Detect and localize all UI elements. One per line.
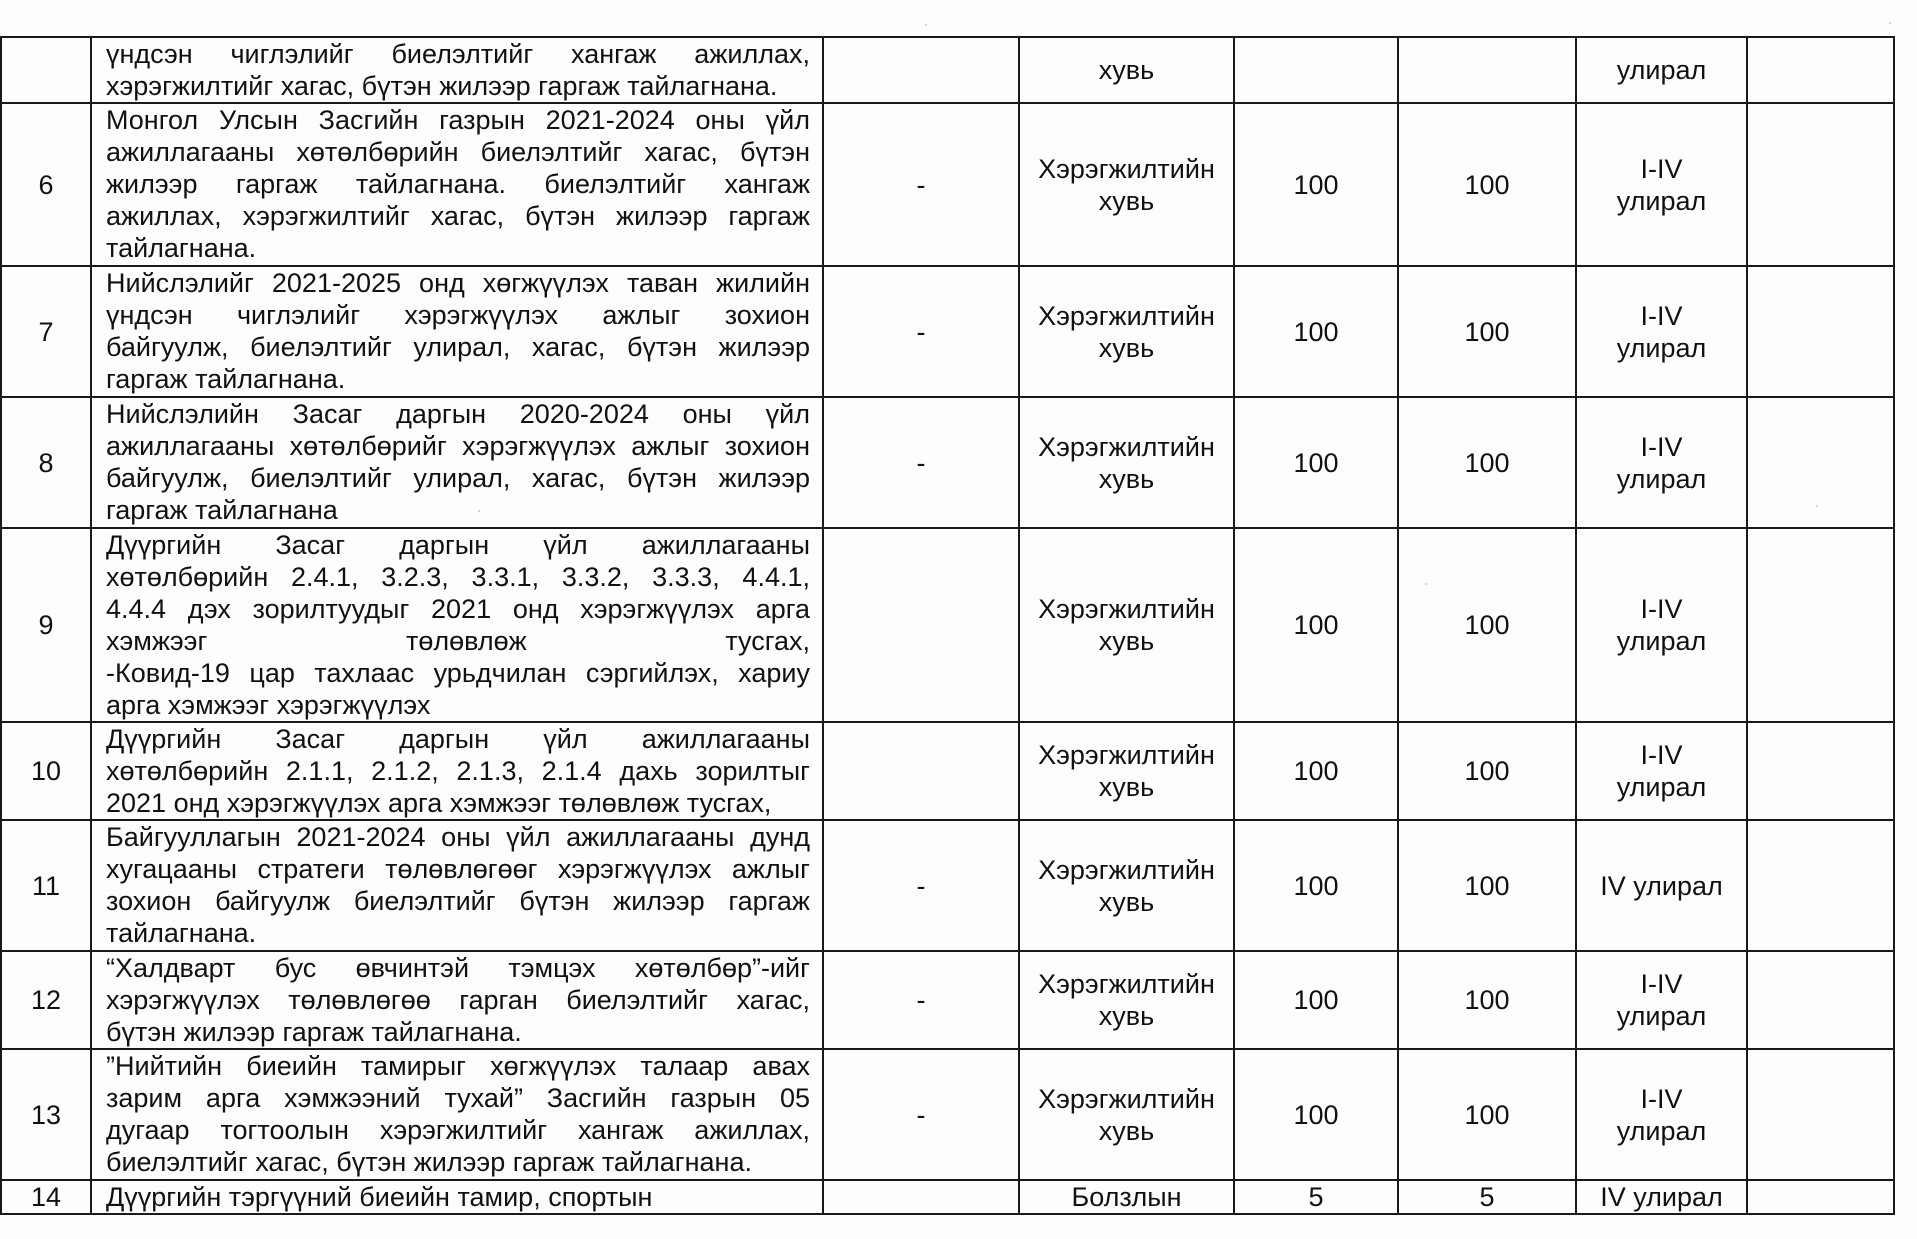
task-description-line: тайлагнана. <box>106 918 257 948</box>
reference-cell <box>823 722 1019 820</box>
term-cell <box>1576 266 1747 397</box>
term-line: улирал <box>1616 1115 1707 1146</box>
row-number-cell <box>1 266 91 397</box>
task-description-line: бүтэн жилээр гаргаж тайлагнана. <box>106 1017 522 1047</box>
indicator-line: хувь <box>1098 626 1155 656</box>
table-row <box>1 1180 1894 1214</box>
task-description-line: байгуулж, биелэлтийг улирал, хагас, бүтэн жилээр <box>106 332 810 362</box>
target-value: 5 <box>1479 1182 1495 1212</box>
task-description-line: хөтөлбөрийн 2.1.1, 2.1.2, 2.1.3, 2.1.4 дахь зорилтыг <box>106 756 810 786</box>
term-line: I-IV <box>1640 431 1683 462</box>
term-line: улирал <box>1616 332 1707 363</box>
term-line: улирал <box>1616 463 1707 494</box>
task-description-line: Дүүргийн Засаг даргын үйл ажиллагааны <box>106 724 810 754</box>
term-line: I-IV <box>1640 153 1683 184</box>
indicator-line: хувь <box>1098 332 1155 363</box>
task-description-line: хугацааны стратеги төлөвлөгөөг хэрэгжүүлэх ажлыг <box>106 854 810 884</box>
term-cell <box>1576 951 1747 1049</box>
reference-cell <box>823 266 1019 397</box>
task-description-line: хэмжээг төлөвлөж тусгах, <box>106 626 810 656</box>
indicator-line: Хэрэгжилтийн <box>1038 431 1215 462</box>
target-value: 100 <box>1464 316 1510 347</box>
table-row <box>1 951 1894 1049</box>
reference-cell <box>823 1049 1019 1180</box>
baseline-value: 5 <box>1308 1182 1324 1212</box>
row-number-cell <box>1 820 91 951</box>
task-description-line: гаргаж тайлагнана. <box>106 364 346 394</box>
task-description-line: Монгол Улсын Засгийн газрын 2021-2024 оны үйл <box>106 105 810 135</box>
target-cell <box>1398 1180 1576 1214</box>
baseline-cell <box>1234 951 1398 1049</box>
row-number: 13 <box>30 1099 62 1130</box>
table-row <box>1 1049 1894 1180</box>
baseline-cell <box>1234 1180 1398 1214</box>
indicator-cell <box>1019 951 1234 1049</box>
notes-cell <box>1747 1049 1894 1180</box>
reference-value: - <box>916 1099 926 1130</box>
task-description-line: гаргаж тайлагнана <box>106 495 338 525</box>
table-row <box>1 397 1894 528</box>
scan-speck <box>925 24 927 26</box>
task-description-line: Нийслэлийг 2021-2025 онд хөгжүүлэх таван жилийн <box>106 268 810 298</box>
baseline-cell <box>1234 528 1398 722</box>
baseline-cell <box>1234 722 1398 820</box>
notes-cell <box>1747 1180 1894 1214</box>
task-description-line: хөтөлбөрийн 2.4.1, 3.2.3, 3.3.1, 3.3.2, 3.3.3, 4.4.1, <box>106 562 810 592</box>
term-line: IV улирал <box>1600 1182 1723 1212</box>
term-line: I-IV <box>1640 1083 1683 1114</box>
indicator-line: Хэрэгжилтийн <box>1038 153 1215 184</box>
task-description-line: “Халдварт бус өвчинтэй тэмцэх хөтөлбөр”-ийг <box>106 953 810 983</box>
row-number: 7 <box>38 316 54 347</box>
term-cell <box>1576 528 1747 722</box>
term-cell <box>1576 1049 1747 1180</box>
indicator-line: хувь <box>1098 772 1155 802</box>
indicator-line: Болзлын <box>1071 1182 1182 1212</box>
reference-value: - <box>916 447 926 478</box>
indicator-cell <box>1019 397 1234 528</box>
term-line: I-IV <box>1640 300 1683 331</box>
target-cell <box>1398 103 1576 266</box>
baseline-cell <box>1234 103 1398 266</box>
scan-speck <box>1816 505 1818 507</box>
task-description-line: 4.4.4 дэх зорилтуудыг 2021 онд хэрэгжүүлэх арга <box>106 594 810 624</box>
task-description-cell <box>91 266 823 397</box>
task-description-line: 2021 онд хэрэгжүүлэх арга хэмжээг төлөвлөж тусгах, <box>106 788 772 818</box>
term-cell <box>1576 1180 1747 1214</box>
indicator-line: Хэрэгжилтийн <box>1038 854 1215 885</box>
task-description-line: ажиллагааны хөтөлбөрийн биелэлтийг хагас, бүтэн <box>106 137 810 167</box>
task-description-line: зохион байгуулж биелэлтийг бүтэн жилээр гаргаж <box>106 886 810 916</box>
plan-table <box>0 36 1895 1215</box>
notes-cell <box>1747 820 1894 951</box>
table-row <box>1 266 1894 397</box>
indicator-line: Хэрэгжилтийн <box>1038 1083 1215 1114</box>
indicator-line: хувь <box>1098 55 1155 85</box>
task-description-cell <box>91 37 823 103</box>
baseline-cell <box>1234 397 1398 528</box>
notes-cell <box>1747 951 1894 1049</box>
target-cell <box>1398 266 1576 397</box>
notes-cell <box>1747 528 1894 722</box>
task-description-line: Дүүргийн Засаг даргын үйл ажиллагааны <box>106 530 810 560</box>
task-description-cell <box>91 951 823 1049</box>
task-description-line: байгуулж, биелэлтийг улирал, хагас, бүтэн жилээр <box>106 463 810 493</box>
target-cell <box>1398 820 1576 951</box>
task-description-line: үндсэн чиглэлийг хэрэгжүүлэх ажлыг зохион <box>106 300 810 330</box>
target-cell <box>1398 528 1576 722</box>
table-row <box>1 722 1894 820</box>
task-description-line: ажиллагааны хөтөлбөрийг хэрэгжүүлэх ажлыг зохион <box>106 431 810 461</box>
target-cell <box>1398 37 1576 103</box>
baseline-value: 100 <box>1293 169 1339 200</box>
notes-cell <box>1747 37 1894 103</box>
term-line: улирал <box>1616 55 1707 85</box>
indicator-cell <box>1019 820 1234 951</box>
target-value: 100 <box>1464 870 1510 901</box>
row-number-cell <box>1 1180 91 1214</box>
baseline-value: 100 <box>1293 1099 1339 1130</box>
table-row <box>1 37 1894 103</box>
term-line: улирал <box>1616 185 1707 216</box>
baseline-value: 100 <box>1293 447 1339 478</box>
target-cell <box>1398 1049 1576 1180</box>
baseline-value: 100 <box>1293 985 1339 1015</box>
scan-speck <box>1425 583 1427 585</box>
task-description-line: Нийслэлийн Засаг даргын 2020-2024 оны үйл <box>106 399 810 429</box>
indicator-line: Хэрэгжилтийн <box>1038 969 1215 999</box>
term-cell <box>1576 820 1747 951</box>
indicator-line: хувь <box>1098 1001 1155 1031</box>
task-description-line: тайлагнана. <box>106 233 257 263</box>
plan-table-body <box>1 37 1894 1214</box>
row-number: 6 <box>38 169 54 200</box>
indicator-line: хувь <box>1098 463 1155 494</box>
baseline-value: 100 <box>1293 316 1339 347</box>
indicator-line: Хэрэгжилтийн <box>1038 594 1215 624</box>
row-number-cell <box>1 1049 91 1180</box>
term-cell <box>1576 37 1747 103</box>
indicator-cell <box>1019 722 1234 820</box>
row-number-cell <box>1 951 91 1049</box>
task-description-cell <box>91 722 823 820</box>
indicator-line: хувь <box>1098 185 1155 216</box>
task-description-cell <box>91 1049 823 1180</box>
reference-value: - <box>916 316 926 347</box>
baseline-cell <box>1234 820 1398 951</box>
target-value: 100 <box>1464 985 1510 1015</box>
baseline-value: 100 <box>1293 610 1339 640</box>
row-number-cell <box>1 528 91 722</box>
row-number: 10 <box>30 756 62 786</box>
indicator-cell <box>1019 1180 1234 1214</box>
reference-cell <box>823 528 1019 722</box>
row-number-cell <box>1 397 91 528</box>
target-cell <box>1398 722 1576 820</box>
term-cell <box>1576 397 1747 528</box>
task-description-line: Байгууллагын 2021-2024 оны үйл ажиллагааны дунд <box>106 822 810 852</box>
task-description-cell <box>91 103 823 266</box>
term-line: IV улирал <box>1600 870 1723 901</box>
baseline-cell <box>1234 37 1398 103</box>
table-row <box>1 820 1894 951</box>
scan-speck <box>1889 22 1891 24</box>
row-number: 14 <box>30 1182 62 1212</box>
task-description-line: жилээр гаргаж тайлагнана. биелэлтийг хангаж <box>106 169 810 199</box>
notes-cell <box>1747 722 1894 820</box>
reference-cell <box>823 103 1019 266</box>
indicator-line: хувь <box>1098 1115 1155 1146</box>
row-number: 8 <box>38 447 54 478</box>
row-number: 12 <box>30 985 62 1015</box>
term-line: улирал <box>1616 626 1707 656</box>
indicator-line: Хэрэгжилтийн <box>1038 300 1215 331</box>
baseline-cell <box>1234 1049 1398 1180</box>
notes-cell <box>1747 103 1894 266</box>
task-description-line: ”Нийтийн биеийн тамирыг хөгжүүлэх талаар авах <box>106 1051 810 1081</box>
task-description-line: зарим арга хэмжээний тухай” Засгийн газрын 05 <box>106 1083 810 1113</box>
term-line: улирал <box>1616 1001 1707 1031</box>
task-description-line: биелэлтийг хагас, бүтэн жилээр гаргаж тайлагнана. <box>106 1147 752 1177</box>
task-description-line: ажиллах, хэрэгжилтийг хагас, бүтэн жилээр гаргаж <box>106 201 810 231</box>
task-description-line: Дүүргийн тэргүүний биеийн тамир, спортын <box>106 1182 653 1212</box>
table-row <box>1 528 1894 722</box>
task-description-line: арга хэмжээг хэрэгжүүлэх <box>106 690 431 720</box>
term-line: улирал <box>1616 772 1707 802</box>
reference-cell <box>823 951 1019 1049</box>
reference-value: - <box>916 169 926 200</box>
term-line: I-IV <box>1640 740 1683 770</box>
reference-cell <box>823 1180 1019 1214</box>
term-cell <box>1576 722 1747 820</box>
target-value: 100 <box>1464 610 1510 640</box>
task-description-line: хэрэгжүүлэх төлөвлөгөө гарган биелэлтийг хагас, <box>106 985 810 1015</box>
reference-cell <box>823 397 1019 528</box>
baseline-value: 100 <box>1293 870 1339 901</box>
task-description-line: -Ковид-19 цар тахлаас урьдчилан сэргийлэх, хариу <box>106 658 810 688</box>
target-value: 100 <box>1464 169 1510 200</box>
notes-cell <box>1747 266 1894 397</box>
term-line: I-IV <box>1640 594 1683 624</box>
indicator-cell <box>1019 103 1234 266</box>
indicator-cell <box>1019 528 1234 722</box>
row-number-cell <box>1 103 91 266</box>
task-description-cell <box>91 528 823 722</box>
table-row <box>1 103 1894 266</box>
term-cell <box>1576 103 1747 266</box>
target-cell <box>1398 951 1576 1049</box>
row-number-cell <box>1 722 91 820</box>
reference-value: - <box>916 870 926 901</box>
indicator-line: Хэрэгжилтийн <box>1038 740 1215 770</box>
notes-cell <box>1747 397 1894 528</box>
task-description-line: дугаар тогтоолын хэрэгжилтийг хангаж ажиллах, <box>106 1115 810 1145</box>
target-cell <box>1398 397 1576 528</box>
target-value: 100 <box>1464 1099 1510 1130</box>
target-value: 100 <box>1464 756 1510 786</box>
row-number-cell <box>1 37 91 103</box>
indicator-cell <box>1019 37 1234 103</box>
task-description-cell <box>91 1180 823 1214</box>
row-number: 11 <box>31 870 61 901</box>
task-description-line: үндсэн чиглэлийг биелэлтийг хангаж ажиллах, <box>106 39 810 69</box>
reference-cell <box>823 820 1019 951</box>
indicator-cell <box>1019 266 1234 397</box>
baseline-value: 100 <box>1293 756 1339 786</box>
baseline-cell <box>1234 266 1398 397</box>
indicator-line: хувь <box>1098 886 1155 917</box>
term-line: I-IV <box>1640 969 1683 999</box>
target-value: 100 <box>1464 447 1510 478</box>
task-description-cell <box>91 820 823 951</box>
task-description-line: хэрэгжилтийг хагас, бүтэн жилээр гаргаж тайлагнана. <box>106 71 778 101</box>
task-description-cell <box>91 397 823 528</box>
indicator-cell <box>1019 1049 1234 1180</box>
scan-speck <box>478 510 480 512</box>
reference-value: - <box>916 985 926 1015</box>
reference-cell <box>823 37 1019 103</box>
row-number: 9 <box>38 610 54 640</box>
